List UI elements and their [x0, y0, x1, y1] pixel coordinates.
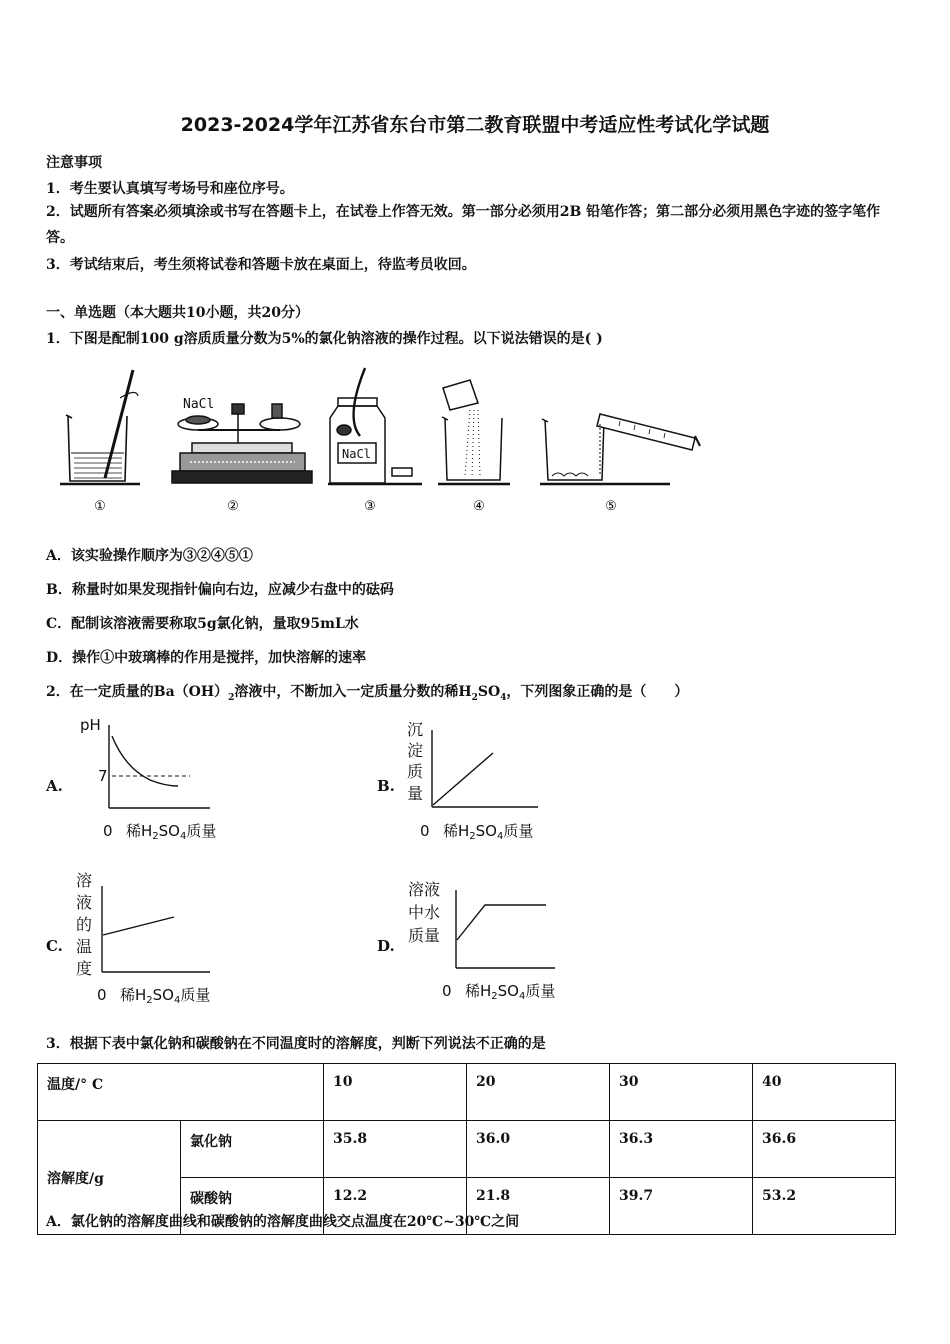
table-row-name: 碳酸钠: [181, 1178, 324, 1235]
graph-c-ylabel-1: 溶: [76, 871, 93, 890]
graph-b-ylabel-3: 质: [407, 762, 424, 781]
graph-d-line: [457, 905, 546, 940]
graph-c-origin: 0: [97, 986, 107, 1004]
notice-item-2: 2．试题所有答案必须填涂或书写在答题卡上，在试卷上作答无效。第一部分必须用2B 铅笔作答；第二部分必须用黑色字迹的签字笔作答。: [46, 204, 881, 246]
figure-3-nacl-label: NaCl: [342, 447, 371, 461]
graph-c-xlabel: 稀$H_2SO_4$质量: [120, 986, 211, 1006]
solubility-table: [37, 1063, 896, 1235]
notice-heading: 注意事项: [46, 155, 102, 171]
figure-2-number: ②: [227, 499, 239, 514]
table-temp-10: 10: [324, 1064, 467, 1121]
graph-b-xlabel: 稀$H_2SO_4$质量: [443, 822, 534, 842]
table-cell: 36.3: [610, 1121, 753, 1178]
table-temp-20: 20: [467, 1064, 610, 1121]
figure-3-number: ③: [364, 499, 376, 514]
q1-figures: [40, 358, 720, 518]
q1-option-c: C．配制该溶液需要称取5g氯化钠，量取95mL水: [46, 616, 359, 632]
graph-c-ylabel-3: 的: [76, 915, 93, 934]
table-row-name: 氯化钠: [181, 1121, 324, 1178]
figure-2-balance: [172, 397, 312, 483]
q2-stem: 2．在一定质量的$Ba(OH)_2$溶液中，不断加入一定质量分数的稀$H_2SO_4$，下列图象正确的是（ ）: [46, 684, 689, 703]
q1-stem: 1．下图是配制100 g溶质质量分数为5%的氯化钠溶液的操作过程。以下说法错误的是( ): [46, 331, 603, 347]
q3-stem: 3．根据下表中氯化钠和碳酸钠在不同温度时的溶解度，判断下列说法不正确的是: [46, 1036, 546, 1052]
graph-d-xlabel: 稀$H_2SO_4$质量: [465, 982, 556, 1002]
figure-2-nacl-label: NaCl: [183, 397, 215, 412]
q1-option-b: B．称量时如果发现指针偏向右边，应减少右盘中的砝码: [46, 582, 394, 598]
q3-option-a: A．氯化钠的溶解度曲线和碳酸钠的溶解度曲线交点温度在20℃~30℃之间: [46, 1214, 520, 1230]
q2-graph-c-letter: C.: [46, 937, 63, 955]
graph-b-line: [433, 753, 493, 805]
graph-a-origin: 0: [103, 822, 113, 840]
table-cell: 39.7: [610, 1178, 753, 1235]
q2-graph-d: [400, 875, 590, 1010]
figure-5-cylinder-pouring: [540, 414, 700, 484]
figure-4-pouring-beaker: [438, 380, 510, 484]
q2-graph-c: [70, 868, 260, 1008]
table-header-label: 温度/° C: [38, 1064, 324, 1121]
q2-graph-b-letter: B.: [377, 777, 395, 795]
table-cell: 53.2: [753, 1178, 896, 1235]
graph-c-ylabel-5: 度: [76, 959, 93, 978]
table-row: [38, 1121, 896, 1178]
table-temp-40: 40: [753, 1064, 896, 1121]
graph-c-ylabel-4: 温: [76, 937, 93, 956]
figure-5-number: ⑤: [605, 499, 617, 514]
notice-item-3: 3．考试结束后，考生须将试卷和答题卡放在桌面上，待监考员收回。: [46, 257, 476, 273]
table-cell: 36.0: [467, 1121, 610, 1178]
figure-1-number: ①: [94, 499, 106, 514]
q1-option-d: D．操作①中玻璃棒的作用是搅拌，加快溶解的速率: [46, 650, 367, 666]
figure-3-reagent-bottle: [328, 368, 422, 484]
graph-d-origin: 0: [442, 982, 452, 1000]
table-header-row: [38, 1064, 896, 1121]
graph-b-ylabel-4: 量: [407, 784, 424, 803]
graph-d-ylabel-1: 溶液: [408, 880, 441, 899]
graph-b-ylabel-2: 淀: [407, 741, 424, 760]
figure-1-beaker-stirring: [60, 370, 140, 484]
graph-b-origin: 0: [420, 822, 430, 840]
table-temp-30: 30: [610, 1064, 753, 1121]
q2-graph-a: [70, 710, 260, 850]
exam-title: 2023-2024学年江苏省东台市第二教育联盟中考适应性考试化学试题: [180, 114, 770, 136]
graph-a-mark-7: 7: [98, 767, 108, 785]
q2-graph-a-letter: A.: [46, 777, 63, 795]
graph-b-ylabel-1: 沉: [407, 720, 424, 739]
graph-d-ylabel-3: 质量: [408, 926, 441, 945]
table-row-group-label: 溶解度/g: [38, 1121, 181, 1235]
q1-option-a: A．该实验操作顺序为③②④⑤①: [46, 548, 253, 564]
graph-a-xlabel: 稀$H_2SO_4$质量: [126, 822, 217, 842]
q2-graph-b: [400, 715, 580, 850]
table-cell: 36.6: [753, 1121, 896, 1178]
graph-d-ylabel-2: 中水: [408, 903, 441, 922]
table-cell: 35.8: [324, 1121, 467, 1178]
graph-c-line: [103, 917, 174, 935]
section-heading: 一、单选题（本大题共10小题，共20分）: [46, 305, 309, 321]
graph-c-ylabel-2: 液: [76, 893, 93, 912]
notice-item-1: 1．考生要认真填写考场号和座位序号。: [46, 181, 294, 197]
graph-a-curve: [112, 736, 178, 786]
graph-a-ylabel: pH: [80, 716, 101, 734]
q2-graph-d-letter: D.: [377, 937, 395, 955]
table-cell: 12.2: [324, 1178, 467, 1235]
figure-4-number: ④: [473, 499, 485, 514]
table-cell: 21.8: [467, 1178, 610, 1235]
